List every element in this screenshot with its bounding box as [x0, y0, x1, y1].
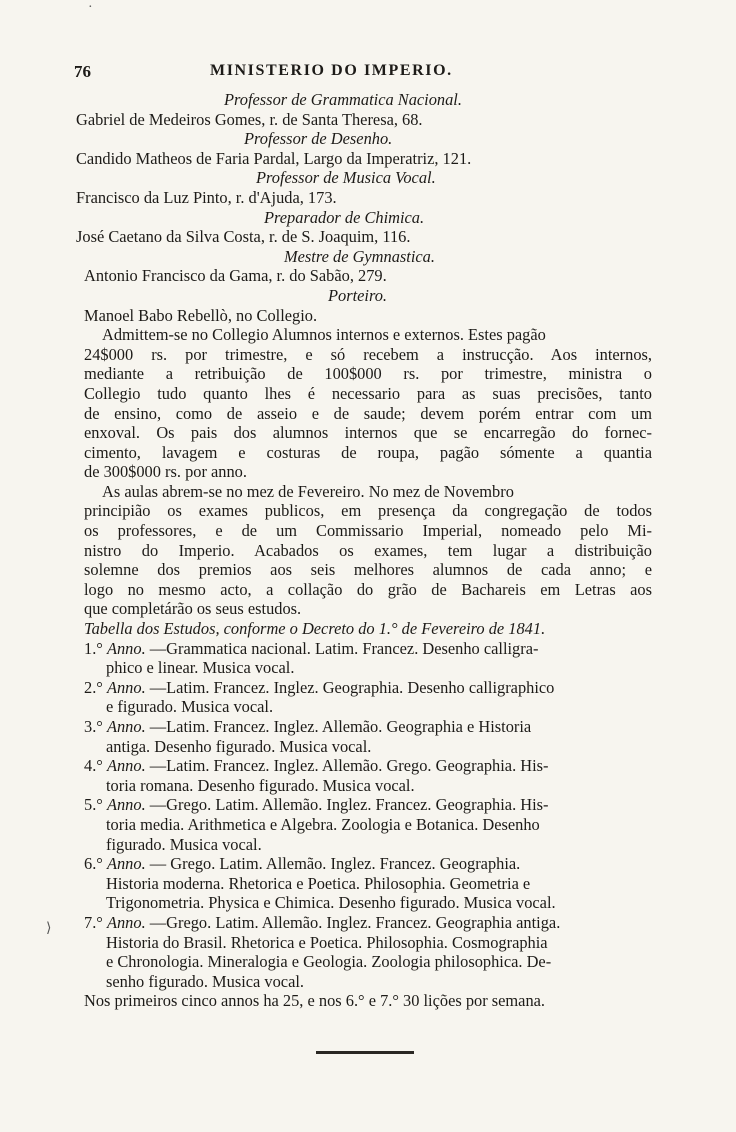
paragraph-line: nistro do Imperio. Acabados os exames, tem lugar a distribuição — [84, 540, 652, 560]
year-subjects: antiga. Desenho figurado. Musica vocal. — [106, 736, 372, 756]
page-number: 76 — [74, 62, 91, 81]
staff-name: Candido Matheos de Faria Pardal, Largo da Imperatriz, 121. — [76, 148, 472, 168]
paragraph-line: que completárão os seus estudos. — [84, 599, 302, 619]
staff-role: Professor de Musica Vocal. — [256, 168, 436, 188]
paragraph-line: os professores, e de um Commissario Imperial, nomeado pelo Mi- — [84, 521, 652, 541]
year-label: Anno. — [106, 677, 146, 697]
staff-role: Professor de Desenho. — [244, 129, 393, 149]
staff-name: José Caetano da Silva Costa, r. de S. Joaquim, 116. — [76, 227, 411, 247]
paragraph-line: As aulas abrem-se no mez de Fevereiro. No mez de Novembro — [102, 481, 514, 501]
table-title: Tabella dos Estudos, conforme o Decreto do 1.° de Fevereiro de 1841. — [84, 619, 546, 639]
staff-name: Gabriel de Medeiros Gomes, r. de Santa Theresa, 68. — [76, 109, 423, 129]
paragraph-line: Collegio tudo quanto lhes é necessario para as suas precisões, tanto — [84, 383, 652, 403]
year-subjects: —Grego. Latim. Allemão. Inglez. Francez. Geographia antiga. — [149, 912, 561, 932]
year-subjects: phico e linear. Musica vocal. — [106, 658, 295, 678]
page-body — [76, 90, 652, 1011]
page-header — [74, 62, 654, 84]
running-title: MINISTERIO DO IMPERIO. — [210, 62, 453, 79]
year-label: Anno. — [106, 912, 146, 932]
year-number: 1.° — [84, 638, 103, 658]
year-subjects: —Latim. Francez. Inglez. Allemão. Geographia e Historia — [149, 717, 532, 736]
year-number: 2.° — [84, 677, 103, 697]
year-number: 6.° — [84, 854, 103, 874]
staff-role: Porteiro. — [328, 285, 388, 305]
staff-role: Professor de Grammatica Nacional. — [224, 90, 462, 109]
paragraph-line: principião os exames publicos, em presença da congregação de todos — [84, 501, 652, 521]
year-subjects: toria media. Arithmetica e Algebra. Zoologia e Botanica. Desenho — [106, 814, 540, 834]
paragraph-line: solemne dos premios aos seis melhores alumnos de cada anno; e — [84, 560, 652, 580]
year-subjects: senho figurado. Musica vocal. — [106, 971, 305, 991]
year-label: Anno. — [106, 795, 146, 815]
year-entry — [84, 854, 652, 874]
year-label: Anno. — [106, 854, 146, 874]
year-subjects: —Latim. Francez. Inglez. Geographia. Desenho calligraphico — [149, 677, 555, 697]
staff-role: Mestre de Gymnastica. — [284, 246, 435, 266]
year-entry — [84, 756, 652, 776]
staff-name: Antonio Francisco da Gama, r. do Sabão, 279. — [84, 266, 387, 286]
paragraph-line: Admittem-se no Collegio Alumnos internos e externos. Estes pagão — [102, 325, 546, 345]
staff-name: Manoel Babo Rebellò, no Collegio. — [84, 305, 318, 325]
year-label: Anno. — [106, 638, 146, 658]
year-subjects: Historia moderna. Rhetorica e Poetica. Philosophia. Geometria e — [106, 873, 531, 893]
paragraph-line: enxoval. Os pais dos alumnos internos que se encarregão do fornec- — [84, 423, 652, 443]
year-subjects: figurado. Musica vocal. — [106, 834, 262, 854]
year-subjects: e figurado. Musica vocal. — [106, 697, 274, 717]
paragraph-line: de ensino, como de asseio e de saude; devem porém entrar com um — [84, 403, 652, 423]
margin-mark: · — [88, 0, 93, 15]
year-subjects: —Grego. Latim. Allemão. Inglez. Francez. Geographia. His- — [149, 795, 549, 815]
year-entry — [84, 717, 652, 737]
year-entry — [84, 639, 652, 659]
staff-role: Preparador de Chimica. — [264, 207, 425, 227]
year-label: Anno. — [106, 717, 146, 736]
year-subjects: e Chronologia. Mineralogia e Geologia. Zoologia philosophica. De- — [106, 952, 552, 972]
margin-mark: ⟩ — [46, 921, 52, 936]
year-subjects: —Grammatica nacional. Latim. Francez. Desenho calligra- — [149, 638, 539, 658]
year-entry — [84, 913, 652, 933]
closing-line: Nos primeiros cinco annos ha 25, e nos 6.° e 7.° 30 lições por semana. — [84, 991, 546, 1011]
paragraph-line: cimento, lavagem e costuras de roupa, pagão sómente a quantia — [84, 442, 652, 462]
year-subjects: —Latim. Francez. Inglez. Allemão. Grego. Geographia. His- — [149, 756, 549, 776]
paragraph-line: de 300$000 rs. por anno. — [84, 462, 247, 482]
year-subjects: Trigonometria. Physica e Chimica. Desenho figurado. Musica vocal. — [106, 893, 556, 913]
year-number: 3.° — [84, 717, 103, 736]
year-number: 5.° — [84, 795, 103, 815]
paragraph-line: mediante a retribuição de 100$000 rs. por trimestre, ministra o — [84, 364, 652, 384]
year-entry — [84, 795, 652, 815]
paragraph-line: 24$000 rs. por trimestre, e só recebem a instrucção. Aos internos, — [84, 344, 652, 364]
year-entry — [84, 678, 652, 698]
year-subjects: Historia do Brasil. Rhetorica e Poetica. Philosophia. Cosmographia — [106, 932, 548, 952]
staff-name: Francisco da Luz Pinto, r. d'Ajuda, 173. — [76, 187, 337, 207]
paragraph-line: logo no mesmo acto, a collação do grão de Bachareis em Letras aos — [84, 579, 652, 599]
year-number: 7.° — [84, 912, 103, 932]
year-subjects: toria romana. Desenho figurado. Musica vocal. — [106, 775, 415, 795]
year-label: Anno. — [106, 756, 146, 776]
closing-rule — [316, 1051, 414, 1054]
year-number: 4.° — [84, 756, 103, 776]
year-subjects: — Grego. Latim. Allemão. Inglez. Francez. Geographia. — [149, 854, 521, 874]
